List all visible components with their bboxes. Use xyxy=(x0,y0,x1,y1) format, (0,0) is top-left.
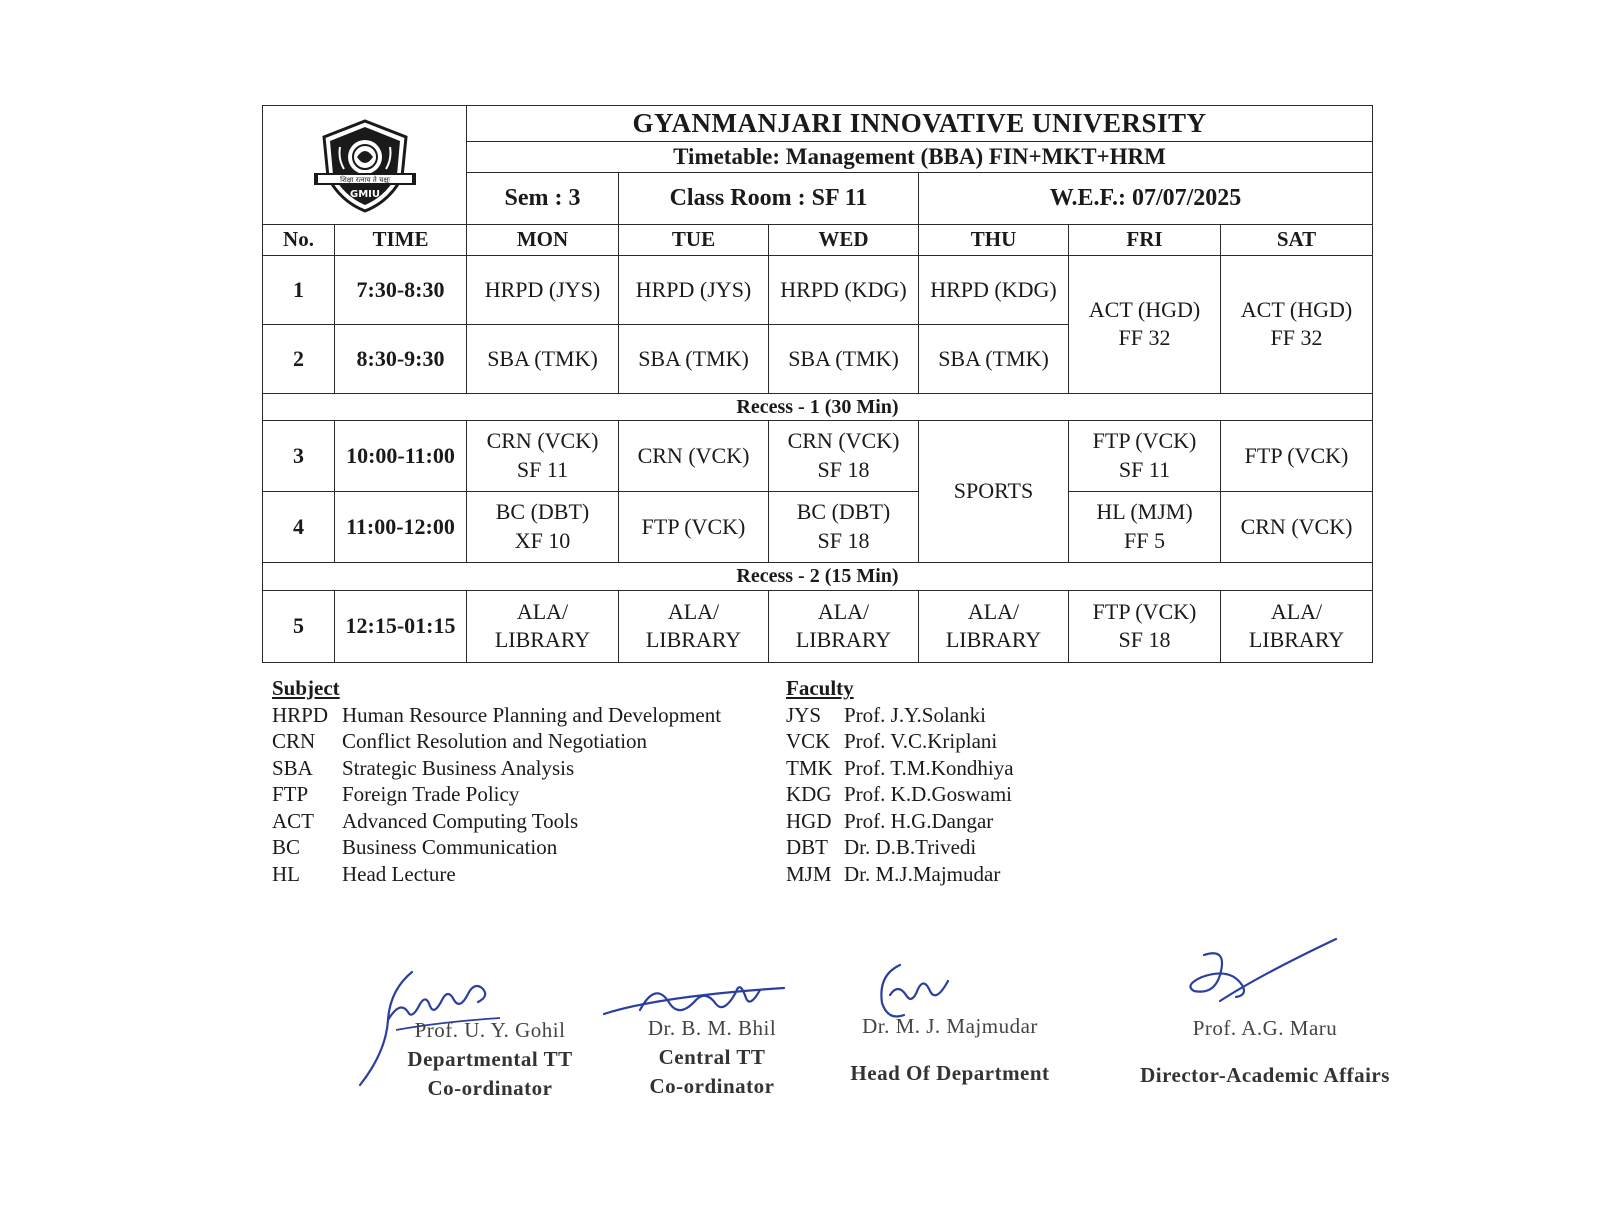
class-cell: ACT (HGD) FF 32 xyxy=(1069,255,1221,393)
signatory-bhil xyxy=(612,1014,812,1101)
class-cell: FTP (VCK) SF 18 xyxy=(1069,590,1221,662)
class-cell: ALA/ LIBRARY xyxy=(619,590,769,662)
class-cell: SPORTS xyxy=(919,420,1069,562)
col-header-sat: SAT xyxy=(1221,224,1373,255)
slot-time: 11:00-12:00 xyxy=(335,491,467,562)
slot-time: 8:30-9:30 xyxy=(335,324,467,393)
list-item: HRPD Human Resource Planning and Development xyxy=(272,702,722,727)
recess-row: Recess - 2 (15 Min) xyxy=(263,562,1373,590)
university-name: GYANMANJARI INNOVATIVE UNIVERSITY xyxy=(467,106,1373,142)
signatory-name: Prof. A.G. Maru xyxy=(1192,1016,1338,1040)
table-row xyxy=(263,491,1373,562)
list-item: MJM Dr. M.J.Majmudar xyxy=(786,861,1001,886)
table-row xyxy=(263,420,1373,491)
slot-time: 7:30-8:30 xyxy=(335,255,467,324)
slot-no: 2 xyxy=(263,324,335,393)
signatory-role: Departmental TT xyxy=(407,1047,573,1071)
class-cell: HRPD (KDG) xyxy=(769,255,919,324)
col-header-time: TIME xyxy=(335,224,467,255)
class-cell: SBA (TMK) xyxy=(619,324,769,393)
logo-motto: शिक्षा रत्नाय ते चक्षुः xyxy=(339,175,390,184)
semester: Sem : 3 xyxy=(467,172,619,224)
list-item: HL Head Lecture xyxy=(272,861,456,886)
class-cell: CRN (VCK) SF 18 xyxy=(769,420,919,491)
signatory-role: Co-ordinator xyxy=(427,1076,553,1100)
table-row xyxy=(263,590,1373,662)
class-cell: HRPD (JYS) xyxy=(619,255,769,324)
timetable xyxy=(262,105,1373,663)
subject-legend xyxy=(272,675,721,887)
list-item: KDG Prof. K.D.Goswami xyxy=(786,782,1012,806)
class-cell: ACT (HGD) FF 32 xyxy=(1221,255,1373,393)
class-cell: ALA/ LIBRARY xyxy=(1221,590,1373,662)
slot-time: 12:15-01:15 xyxy=(335,590,467,662)
list-item: ACT Advanced Computing Tools xyxy=(272,808,579,833)
signatory-gohil xyxy=(380,1016,600,1103)
signatory-name: Prof. U. Y. Gohil xyxy=(414,1018,566,1042)
day-header-row xyxy=(263,224,1373,255)
signatory-name: Dr. M. J. Majmudar xyxy=(862,1014,1038,1038)
class-cell: HRPD (JYS) xyxy=(467,255,619,324)
signature-maru xyxy=(1180,935,1340,1010)
class-cell: FTP (VCK) xyxy=(1221,420,1373,491)
table-row xyxy=(263,255,1373,324)
class-cell: HRPD (KDG) xyxy=(919,255,1069,324)
list-item: DBT Dr. D.B.Trivedi xyxy=(786,835,977,859)
class-cell: ALA/ LIBRARY xyxy=(769,590,919,662)
class-cell: HL (MJM) FF 5 xyxy=(1069,491,1221,562)
class-cell: SBA (TMK) xyxy=(769,324,919,393)
col-header-mon: MON xyxy=(467,224,619,255)
timetable-title: Timetable: Management (BBA) FIN+MKT+HRM xyxy=(467,142,1373,173)
wef-date: W.E.F.: 07/07/2025 xyxy=(919,172,1373,224)
university-logo xyxy=(263,106,467,225)
class-cell: BC (DBT) SF 18 xyxy=(769,491,919,562)
class-cell: FTP (VCK) SF 11 xyxy=(1069,420,1221,491)
col-header-tue: TUE xyxy=(619,224,769,255)
class-cell: ALA/ LIBRARY xyxy=(919,590,1069,662)
signatory-role: Co-ordinator xyxy=(649,1074,775,1098)
class-cell: CRN (VCK) SF 11 xyxy=(467,420,619,491)
slot-time: 10:00-11:00 xyxy=(335,420,467,491)
col-header-no: No. xyxy=(263,224,335,255)
logo-text: GMIU xyxy=(349,188,380,200)
recess-row: Recess - 1 (30 Min) xyxy=(263,393,1373,420)
col-header-thu: THU xyxy=(919,224,1069,255)
list-item: TMK Prof. T.M.Kondhiya xyxy=(786,755,1014,780)
signatory-role: Director-Academic Affairs xyxy=(1140,1063,1390,1087)
class-cell: SBA (TMK) xyxy=(467,324,619,393)
slot-no: 1 xyxy=(263,255,335,324)
signatory-role: Head Of Department xyxy=(850,1061,1050,1085)
signatory-role: Central TT xyxy=(658,1045,766,1069)
class-cell: CRN (VCK) xyxy=(619,420,769,491)
class-cell: BC (DBT) XF 10 xyxy=(467,491,619,562)
list-item: SBA Strategic Business Analysis xyxy=(272,755,575,780)
classroom: Class Room : SF 11 xyxy=(619,172,919,224)
signatory-name: Dr. B. M. Bhil xyxy=(647,1016,777,1040)
signatory-majmudar xyxy=(820,1012,1080,1088)
signatory-maru xyxy=(1115,1014,1415,1090)
slot-no: 3 xyxy=(263,420,335,491)
faculty-legend-title: Faculty xyxy=(786,676,854,700)
list-item: VCK Prof. V.C.Kriplani xyxy=(786,729,998,753)
class-cell: FTP (VCK) xyxy=(619,491,769,562)
list-item: CRN Conflict Resolution and Negotiation xyxy=(272,729,648,753)
class-cell: SBA (TMK) xyxy=(919,324,1069,393)
col-header-wed: WED xyxy=(769,224,919,255)
subject-legend-title: Subject xyxy=(272,676,340,700)
class-cell: ALA/ LIBRARY xyxy=(467,590,619,662)
gmiu-logo-icon xyxy=(310,115,420,215)
list-item: HGD Prof. H.G.Dangar xyxy=(786,808,994,833)
faculty-legend xyxy=(786,675,1014,887)
list-item: JYS Prof. J.Y.Solanki xyxy=(786,702,986,727)
col-header-fri: FRI xyxy=(1069,224,1221,255)
list-item: BC Business Communication xyxy=(272,835,558,859)
class-cell: CRN (VCK) xyxy=(1221,491,1373,562)
list-item: FTP Foreign Trade Policy xyxy=(272,782,520,806)
slot-no: 4 xyxy=(263,491,335,562)
slot-no: 5 xyxy=(263,590,335,662)
